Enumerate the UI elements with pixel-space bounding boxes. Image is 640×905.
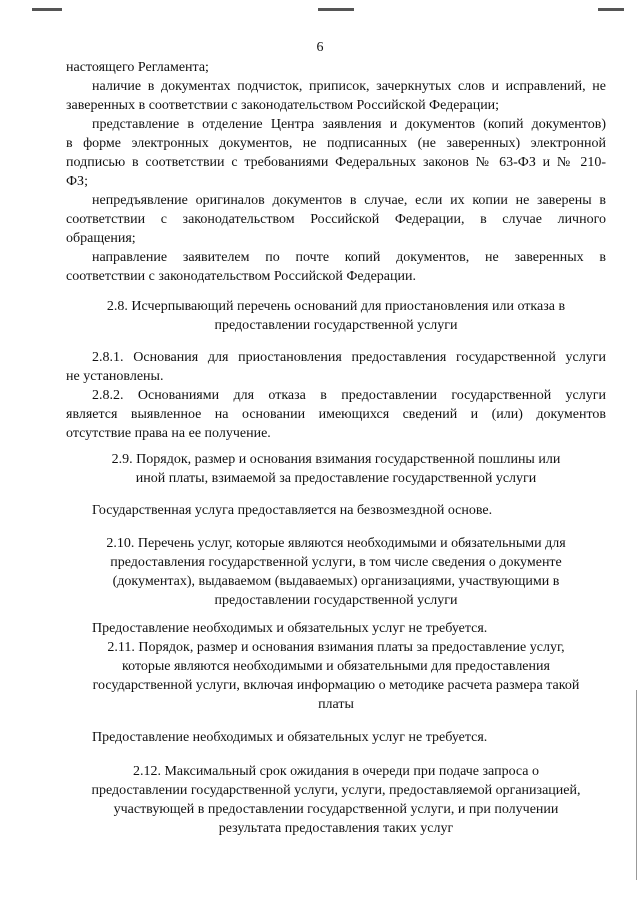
section-heading: предоставления государственной услуги, в том числе сведения о документе bbox=[110, 555, 562, 570]
section-heading: участвующей в предоставлении государственной услуги, и при получении bbox=[113, 802, 559, 817]
text-line: подписью в соответствии с требованиями Федеральных законов № 63-ФЗ и № 210- bbox=[66, 155, 606, 170]
section-heading: иной платы, взимаемой за предоставление государственной услуги bbox=[135, 471, 537, 486]
text-line: заверенных в соответствии с законодательством Российской Федерации; bbox=[66, 98, 500, 113]
scan-artifact bbox=[598, 8, 624, 11]
text-line: непредъявление оригиналов документов в случае, если их копии не заверены в bbox=[92, 193, 606, 208]
section-heading: 2.9. Порядок, размер и основания взимания государственной пошлины или bbox=[111, 452, 561, 467]
section-heading: 2.12. Максимальный срок ожидания в очереди при подаче запроса о bbox=[132, 764, 540, 779]
scan-artifact bbox=[318, 8, 354, 11]
section-heading: 2.11. Порядок, размер и основания взимания платы за предоставление услуг, bbox=[107, 640, 565, 655]
page-number: 6 bbox=[316, 40, 324, 55]
text-line: наличие в документах подчисток, приписок, зачеркнутых слов и исправлений, не bbox=[92, 79, 606, 94]
text-line: направление заявителем по почте копий документов, не заверенных в bbox=[92, 250, 606, 265]
text-line: 2.8.2. Основаниями для отказа в предоставлении государственной услуги bbox=[92, 388, 606, 403]
section-heading: предоставлении государственной услуги, услуги, предоставляемой организацией, bbox=[91, 783, 581, 798]
text-line: соответствии с законодательством Российской Федерации, в случае личного bbox=[66, 212, 606, 227]
text-line: обращения; bbox=[66, 231, 136, 246]
text-line: Государственная услуга предоставляется на безвозмездной основе. bbox=[92, 503, 493, 518]
text-line: в форме электронных документов, не подписанных (не заверенных) электронной bbox=[66, 136, 606, 151]
section-heading: государственной услуги, включая информацию о методике расчета размера такой bbox=[92, 678, 580, 693]
section-heading: которые являются необходимыми и обязательными для предоставления bbox=[122, 659, 550, 674]
text-line: ФЗ; bbox=[66, 174, 88, 189]
section-heading: (документах), выдаваемом (выдаваемых) организациями, участвующими в bbox=[112, 574, 560, 589]
text-line: не установлены. bbox=[66, 369, 164, 384]
text-line: отсутствие права на ее получение. bbox=[66, 426, 271, 441]
section-heading: результата предоставления таких услуг bbox=[218, 821, 454, 836]
text-line: является выявленное на основании имеющихся сведений и (или) документов bbox=[66, 407, 606, 422]
text-line: 2.8.1. Основания для приостановления предоставления государственной услуги bbox=[92, 350, 606, 365]
scan-artifact bbox=[32, 8, 62, 11]
text-line: Предоставление необходимых и обязательных услуг не требуется. bbox=[92, 730, 488, 745]
text-line: представление в отделение Центра заявления и документов (копий документов) bbox=[92, 117, 606, 132]
scan-edge-line bbox=[636, 690, 637, 880]
section-heading: предоставлении государственной услуги bbox=[214, 318, 458, 333]
text-line: настоящего Регламента; bbox=[66, 60, 209, 75]
section-heading: 2.10. Перечень услуг, которые являются необходимыми и обязательными для bbox=[106, 536, 566, 551]
section-heading: 2.8. Исчерпывающий перечень оснований для приостановления или отказа в bbox=[106, 299, 566, 314]
text-line: соответствии с законодательством Российской Федерации. bbox=[66, 269, 416, 284]
text-line: Предоставление необходимых и обязательных услуг не требуется. bbox=[92, 621, 488, 636]
section-heading: платы bbox=[318, 697, 354, 712]
section-heading: предоставлении государственной услуги bbox=[214, 593, 458, 608]
